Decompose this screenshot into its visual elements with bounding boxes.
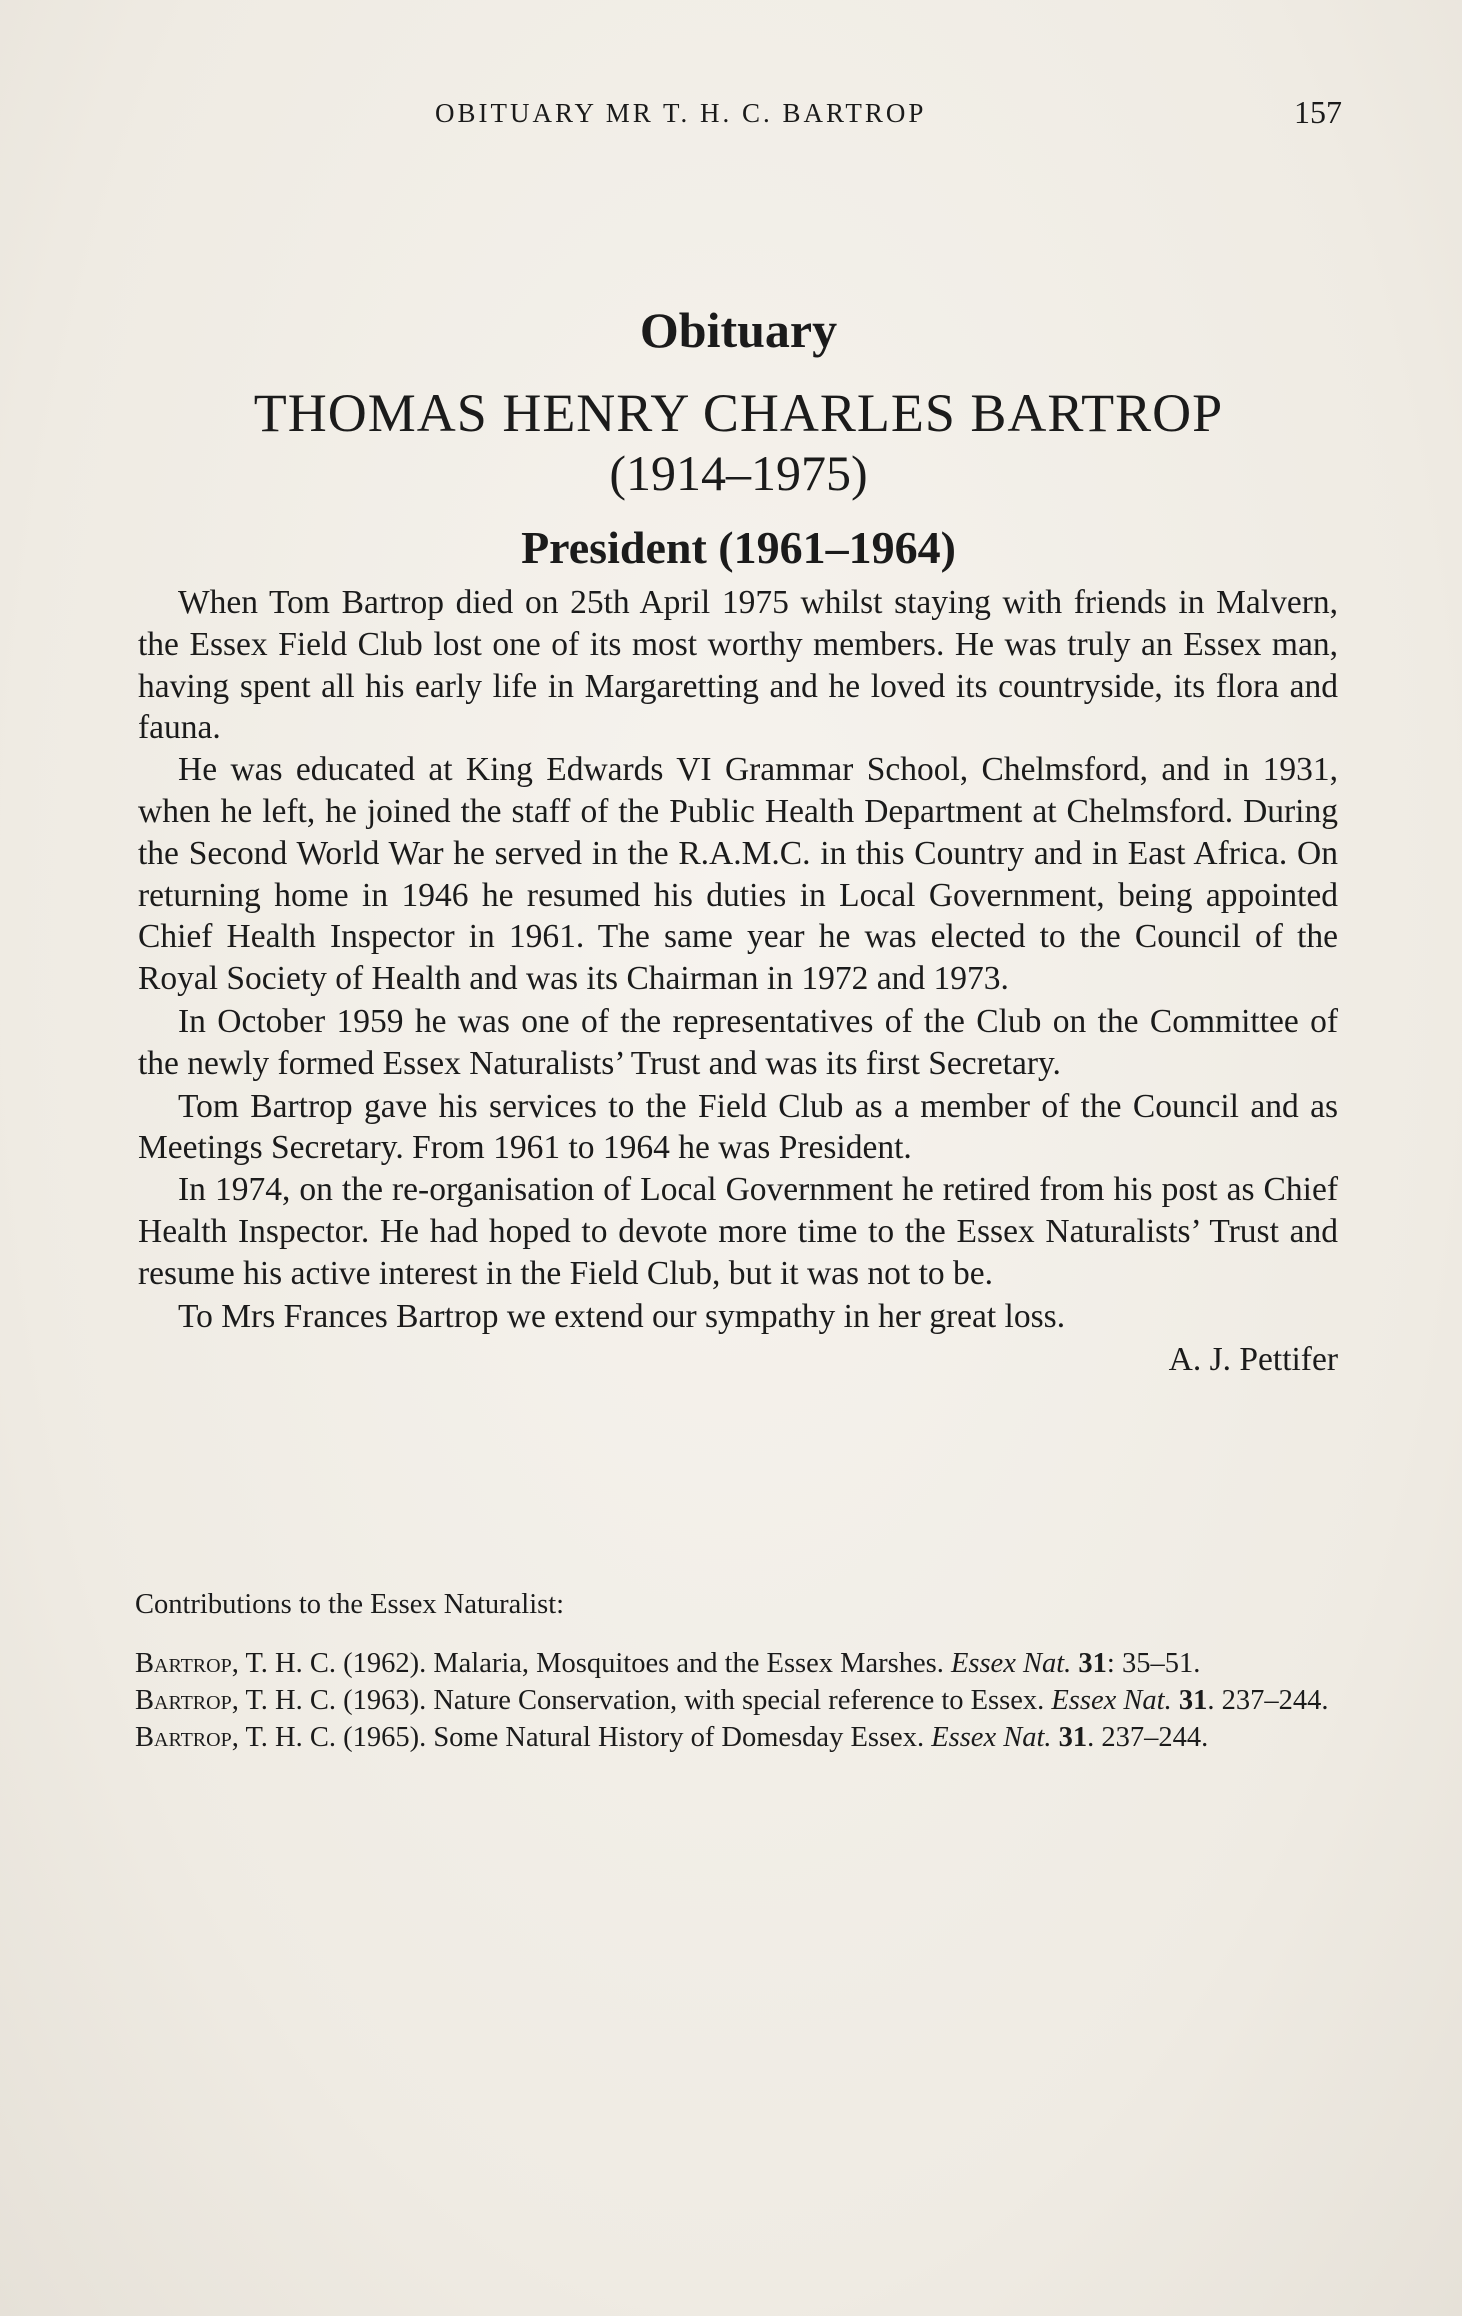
reference-author: Bartrop: [135, 1722, 232, 1753]
reference-volume: 31: [1051, 1722, 1088, 1753]
reference-journal: Essex Nat.: [1051, 1685, 1172, 1716]
running-head: [135, 94, 1342, 138]
page-number: 157: [1294, 94, 1342, 130]
subject-role: President (1961–1964): [521, 522, 956, 573]
contributions-heading: Contributions to the Essex Naturalist:: [135, 1589, 565, 1620]
reference-details: , T. H. C. (1965). Some Natural History of Domesday Essex.: [231, 1722, 932, 1753]
paragraph: He was educated at King Edwards VI Grammar School, Chelmsford, and in 1931, when he left, he joined the staff of the Public Health Department at Chelmsford. During the Second World War he served in the R.A.M.C. in this Country and in East Africa. On returning home in 1946 he resumed his duties in Local Government, being appointed Chief Health Inspector in 1961. The same year he was elected to the Council of the Royal Society of Health and was its Chairman in 1972 and 1973.: [138, 751, 1338, 998]
reference-pages: . 237–244.: [1207, 1685, 1329, 1716]
obituary-heading: [135, 300, 1342, 576]
reference-details: , T. H. C. (1962). Malaria, Mosquitoes and the Essex Marshes.: [231, 1648, 951, 1679]
reference-item: [135, 1682, 1335, 1719]
obituary-body: [138, 582, 1338, 1381]
reference-item: [135, 1645, 1335, 1682]
paragraph: In October 1959 he was one of the representatives of the Club on the Committee of the newly formed Essex Naturalists’ Trust and was its first Secretary.: [138, 1002, 1338, 1082]
subject-dates: (1914–1975): [609, 445, 868, 501]
paragraph: To Mrs Frances Bartrop we extend our sympathy in her great loss.: [178, 1297, 1066, 1335]
reference-item: [135, 1719, 1335, 1756]
reference-journal: Essex Nat.: [931, 1722, 1052, 1753]
reference-author: Bartrop: [135, 1648, 232, 1679]
reference-pages: : 35–51.: [1106, 1648, 1201, 1679]
subject-name: THOMAS HENRY CHARLES BARTROP: [253, 383, 1224, 443]
obituary-label: Obituary: [639, 302, 838, 358]
running-head-title: OBITUARY MR T. H. C. BARTROP: [435, 98, 927, 128]
reference-journal: Essex Nat.: [950, 1648, 1072, 1679]
reference-details: , T. H. C. (1963). Nature Conservation, with special reference to Essex.: [231, 1685, 1052, 1716]
reference-volume: 31: [1171, 1685, 1208, 1716]
contributions-list: [135, 1586, 1335, 1756]
paragraph: Tom Bartrop gave his services to the Field Club as a member of the Council and as Meetings Secretary. From 1961 to 1964 he was President.: [138, 1087, 1338, 1167]
reference-volume: 31: [1071, 1648, 1107, 1679]
paragraph: When Tom Bartrop died on 25th April 1975 whilst staying with friends in Malvern, the Essex Field Club lost one of its most worthy members. He was truly an Essex man, having spent all his early life in Margaretting and he loved its countryside, its flora and fauna.: [138, 584, 1338, 747]
reference-pages: . 237–244.: [1087, 1722, 1209, 1753]
author-signature: A. J. Pettifer: [1168, 1341, 1338, 1379]
paragraph: In 1974, on the re-organisation of Local Government he retired from his post as Chief Health Inspector. He had hoped to devote more time to the Essex Naturalists’ Trust and resume his active interest in the Field Club, but it was not to be.: [138, 1171, 1338, 1292]
reference-author: Bartrop: [135, 1685, 232, 1716]
